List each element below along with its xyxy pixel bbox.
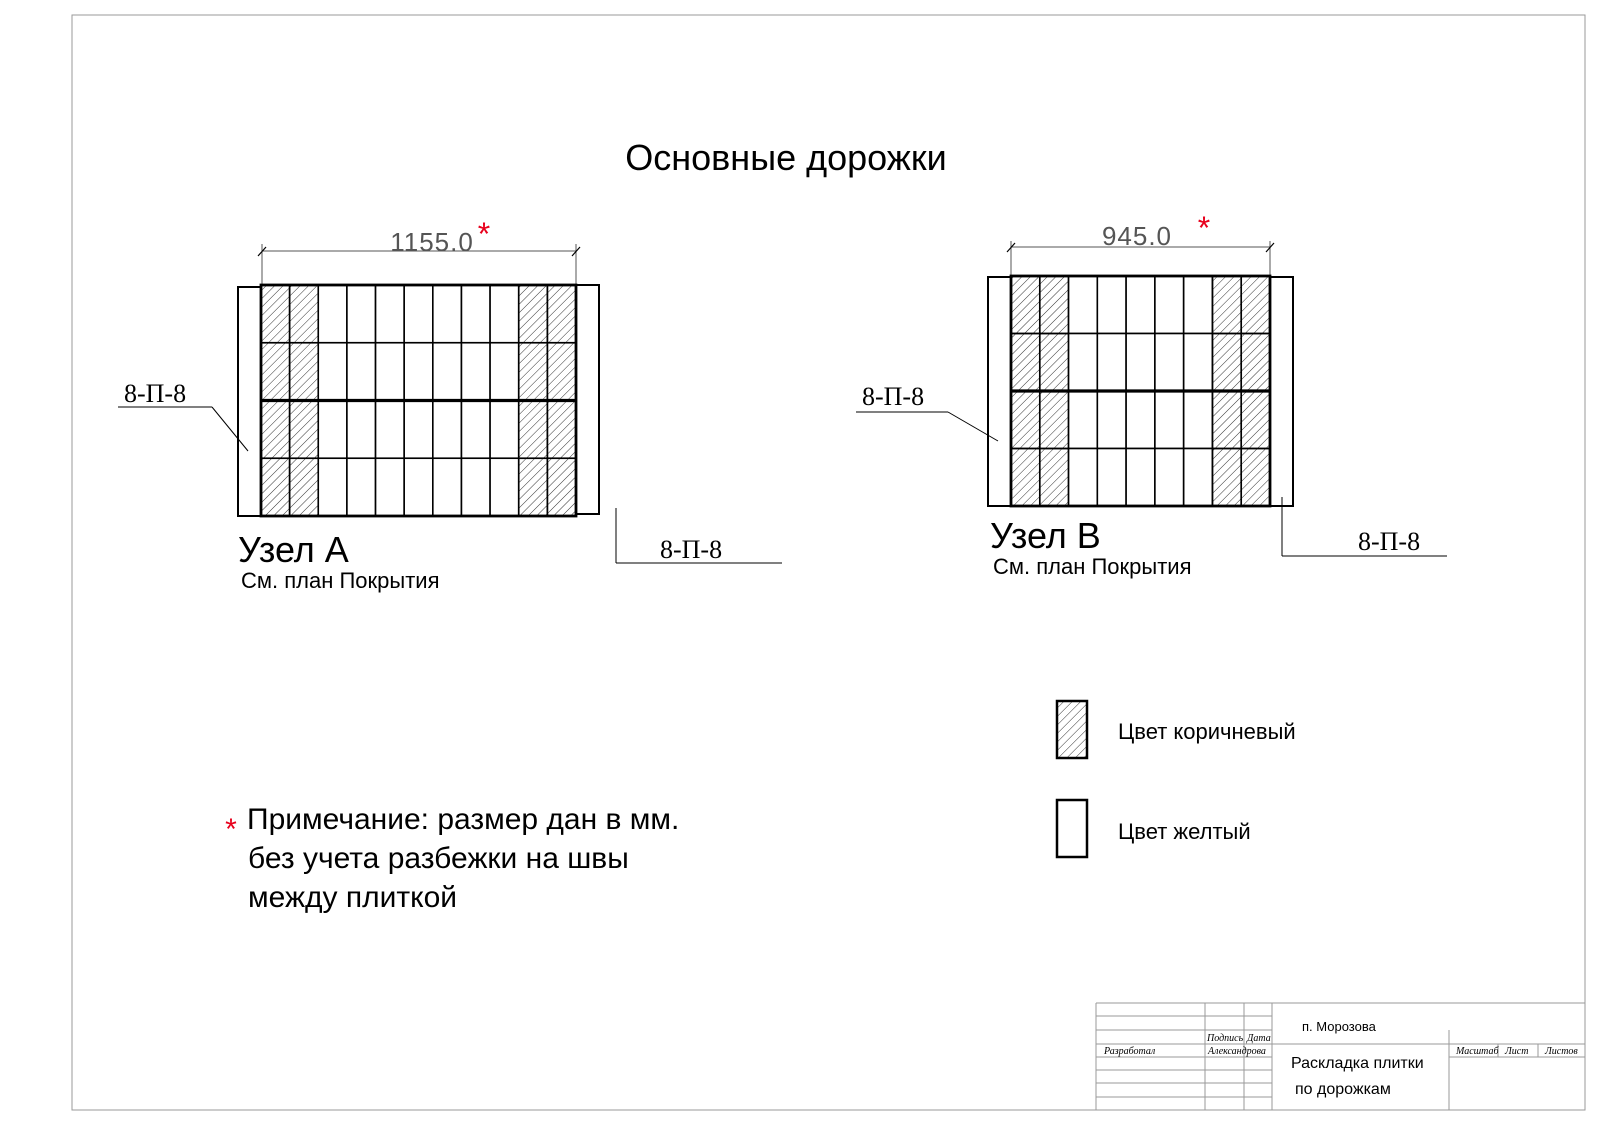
node-a-callout-right-label: 8-П-8: [660, 535, 723, 564]
node-b-tile-yellow: [1069, 391, 1098, 449]
node-a-dimension-asterisk: *: [477, 216, 491, 252]
node-b-tile-yellow: [1097, 276, 1126, 334]
node-b-dimension: 945.0: [1101, 221, 1173, 251]
node-b-tile-yellow: [1184, 391, 1213, 449]
node-b-tile-brown: [1212, 276, 1241, 334]
node-a-tile-yellow: [490, 458, 519, 516]
node-a-tile-brown: [261, 285, 290, 343]
node-b-tile-brown: [1011, 449, 1040, 507]
node-a-tile-yellow: [376, 458, 405, 516]
tb-scale-label: Масштаб: [1456, 1046, 1499, 1057]
node-b-tile-brown: [1011, 391, 1040, 449]
node-a-tile-yellow: [347, 343, 376, 401]
node-a-dimension: 1155.0: [390, 227, 474, 257]
drawing-title: Основные дорожки: [625, 137, 947, 178]
node-b-tile-yellow: [1184, 449, 1213, 507]
tb-sheets-label: Листов: [1545, 1046, 1578, 1057]
node-b-tile-brown: [1040, 334, 1069, 392]
tb-sheet-label: Лист: [1505, 1046, 1529, 1057]
legend-label-brown: Цвет коричневый: [1118, 719, 1296, 744]
tb-developer: Александрова: [1208, 1046, 1266, 1057]
node-a-callout-left-label: 8-П-8: [124, 379, 187, 408]
node-a-tile-yellow: [490, 401, 519, 459]
node-a-tile-yellow: [433, 401, 462, 459]
node-b-curb-left: [988, 277, 1011, 506]
node-b-tile-brown: [1040, 276, 1069, 334]
node-a-tile-brown: [547, 285, 576, 343]
node-a-tile-yellow: [376, 343, 405, 401]
node-a-tile-brown: [290, 458, 319, 516]
node-b-callout-left-label: 8-П-8: [862, 382, 925, 411]
node-a-tile-yellow: [490, 343, 519, 401]
node-a-tile-brown: [261, 458, 290, 516]
tb-author: п. Морозова: [1302, 1019, 1376, 1034]
node-b-tile-brown: [1040, 391, 1069, 449]
node-b-tile-yellow: [1069, 334, 1098, 392]
node-a-tile-brown: [261, 401, 290, 459]
node-a-tile-yellow: [433, 343, 462, 401]
node-a-tile-brown: [519, 285, 548, 343]
node-a-tile-brown: [519, 458, 548, 516]
node-b-callout-left-pointer: [948, 412, 998, 441]
node-a: [118, 216, 782, 593]
node-a-callout-left-pointer: [212, 407, 248, 451]
node-a-tile-brown: [290, 343, 319, 401]
node-b-tile-brown: [1011, 276, 1040, 334]
tb-drawing-name-2: по дорожкам: [1295, 1081, 1391, 1098]
node-a-tile-yellow: [490, 285, 519, 343]
node-a-tile-yellow: [318, 285, 347, 343]
node-b-tile-brown: [1011, 334, 1040, 392]
node-b-tile-yellow: [1097, 449, 1126, 507]
node-b-tile-brown: [1212, 334, 1241, 392]
node-a-tile-brown: [547, 401, 576, 459]
node-a-tile-yellow: [461, 343, 490, 401]
node-b-callout-right-label: 8-П-8: [1358, 527, 1421, 556]
tb-sign-header: Подпись: [1207, 1033, 1244, 1044]
node-a-curb-right: [576, 285, 599, 514]
node-a-tile-yellow: [404, 458, 433, 516]
legend: [1057, 701, 1296, 857]
tb-date-header: Дата: [1247, 1033, 1271, 1044]
node-a-tile-yellow: [433, 458, 462, 516]
node-b: [856, 210, 1447, 579]
node-a-tile-yellow: [376, 285, 405, 343]
node-b-tile-brown: [1212, 449, 1241, 507]
note: [225, 803, 679, 914]
node-b-tile-brown: [1241, 391, 1270, 449]
node-a-tile-brown: [547, 343, 576, 401]
legend-swatch-brown: [1057, 701, 1087, 758]
node-b-tile-yellow: [1155, 276, 1184, 334]
node-b-tile-yellow: [1155, 334, 1184, 392]
node-b-curb-right: [1270, 277, 1293, 506]
node-a-tile-yellow: [347, 458, 376, 516]
node-a-tile-yellow: [404, 343, 433, 401]
node-b-tile-yellow: [1184, 276, 1213, 334]
node-a-tile-yellow: [318, 401, 347, 459]
legend-swatch-yellow: [1057, 800, 1087, 857]
node-b-tile-yellow: [1155, 449, 1184, 507]
node-a-tile-yellow: [347, 285, 376, 343]
node-b-tile-yellow: [1126, 449, 1155, 507]
node-a-tile-yellow: [318, 343, 347, 401]
tb-drawing-name-1: Раскладка плитки: [1291, 1055, 1424, 1072]
node-a-tile-brown: [261, 343, 290, 401]
node-b-tile-brown: [1241, 334, 1270, 392]
node-b-name: Узел В: [990, 515, 1101, 556]
tb-developed-label: Разработал: [1104, 1046, 1156, 1057]
node-b-tile-brown: [1241, 449, 1270, 507]
note-line-3: между плиткой: [248, 881, 458, 914]
node-a-tile-brown: [519, 401, 548, 459]
note-line-1: Примечание: размер дан в мм.: [247, 803, 680, 836]
node-a-tile-brown: [290, 285, 319, 343]
node-b-tile-brown: [1241, 276, 1270, 334]
node-b-tile-yellow: [1155, 391, 1184, 449]
node-b-tile-yellow: [1097, 391, 1126, 449]
node-b-tile-yellow: [1184, 334, 1213, 392]
node-a-tile-brown: [519, 343, 548, 401]
node-a-tile-yellow: [461, 401, 490, 459]
node-a-tile-yellow: [404, 285, 433, 343]
node-b-tile-yellow: [1126, 276, 1155, 334]
node-a-name: Узел А: [238, 529, 349, 570]
note-line-2: без учета разбежки на швы: [248, 842, 629, 875]
node-a-tile-yellow: [404, 401, 433, 459]
note-asterisk: *: [225, 813, 237, 846]
node-a-tile-yellow: [461, 285, 490, 343]
node-b-tile-brown: [1040, 449, 1069, 507]
node-b-tile-yellow: [1069, 449, 1098, 507]
node-a-tile-yellow: [347, 401, 376, 459]
node-a-tile-yellow: [461, 458, 490, 516]
node-a-tile-yellow: [376, 401, 405, 459]
node-b-tile-yellow: [1126, 391, 1155, 449]
node-b-tile-brown: [1212, 391, 1241, 449]
node-b-tile-yellow: [1126, 334, 1155, 392]
node-a-curb-left: [238, 287, 261, 516]
node-a-tile-grid: [261, 285, 576, 516]
legend-label-yellow: Цвет желтый: [1118, 819, 1251, 844]
node-b-tile-yellow: [1069, 276, 1098, 334]
node-a-ref: См. план Покрытия: [241, 568, 440, 593]
node-a-tile-yellow: [318, 458, 347, 516]
node-b-dimension-asterisk: *: [1197, 210, 1211, 246]
node-b-tile-grid: [1011, 276, 1270, 506]
node-a-tile-yellow: [433, 285, 462, 343]
node-a-tile-brown: [547, 458, 576, 516]
node-b-ref: См. план Покрытия: [993, 554, 1192, 579]
node-a-tile-brown: [290, 401, 319, 459]
node-b-tile-yellow: [1097, 334, 1126, 392]
